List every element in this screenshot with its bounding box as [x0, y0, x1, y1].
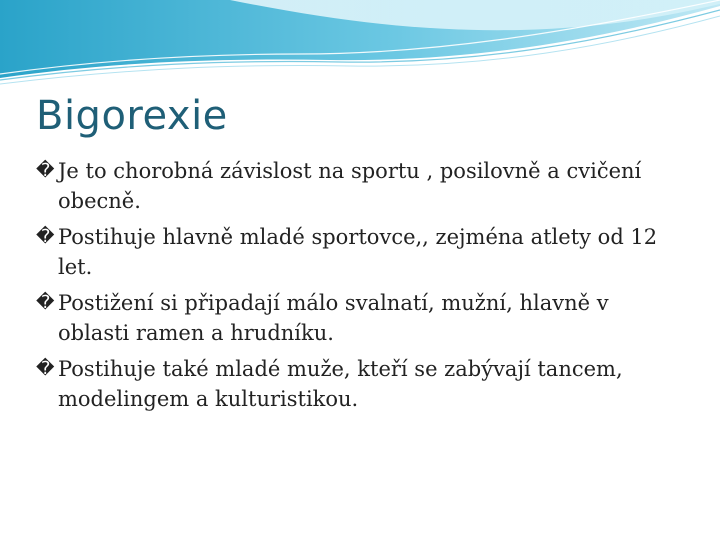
- bullet-list: [36, 156, 686, 420]
- bullet-text: Postihuje hlavně mladé sportovce,, zejména atlety od 12 let.: [58, 225, 658, 279]
- bullet-item: [36, 156, 686, 216]
- bullet-text: Postihuje také mladé muže, kteří se zabývají tancem, modelingem a kulturistikou.: [58, 357, 623, 411]
- bullet-item: [36, 288, 686, 348]
- bullet-glyph-icon: �: [36, 358, 55, 379]
- bullet-item: [36, 354, 686, 414]
- decorative-wave-banner: [0, 0, 720, 90]
- bullet-text: Postižení si připadají málo svalnatí, mužní, hlavně v oblasti ramen a hrudníku.: [58, 291, 609, 345]
- bullet-glyph-icon: �: [36, 292, 55, 313]
- bullet-glyph-icon: �: [36, 226, 55, 247]
- bullet-glyph-icon: �: [36, 160, 55, 181]
- bullet-item: [36, 222, 686, 282]
- bullet-text: Je to chorobná závislost na sportu , posilovně a cvičení obecně.: [58, 159, 642, 213]
- slide-title: Bigorexie: [36, 93, 228, 139]
